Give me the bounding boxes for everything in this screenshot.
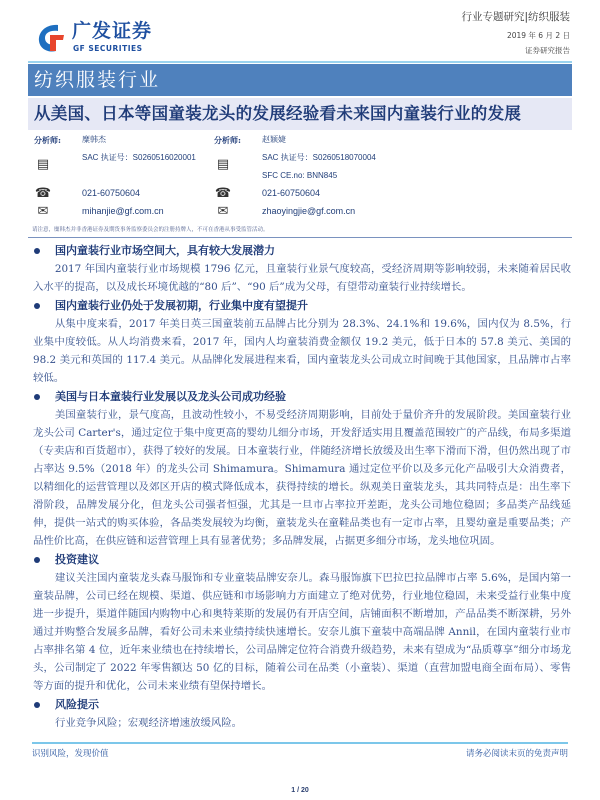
footer-divider [32,742,568,744]
analyst-sfc: SFC CE.no: BNN845 [262,171,338,180]
section-paragraph: 2017 年国内童装行业市场规模 1796 亿元，且童装行业景气度较高，受经济周期等影响较弱，未来随着居民收入水平的提高，以及成长环境优越的“80 后”、“90 后”成为父母，有望带动童装行业持续增长。 [33,263,571,293]
phone-icon: ☎ [214,186,232,201]
section-heading: 国内童装行业仍处于发展初期，行业集中度有望提升 [33,297,571,315]
analyst-name: 赵颖婕 [262,135,286,144]
analyst-phone: 021-60750604 [262,188,321,198]
analyst-disclaimer: 请注意，糜韩杰并非香港证券及期货事务监察委员会的注册持牌人，不可在香港从事受监管活动。 [32,227,269,233]
report-category: 行业专题研究|纺织服装 [461,11,570,23]
analyst-email[interactable]: mihanjie@gf.com.cn [82,206,164,216]
section-paragraph: 美国童装行业，景气度高，且波动性较小，不易受经济周期影响，目前处于量价齐升的发展阶段。美国童装行业龙头公司 Carter's，通过定位于集中度更高的婴幼儿细分市场，开发舒适实用且覆盖范围较广的产品线，布局多渠道（专卖店和百货超市），获得了较好的发展。日本童装行业，伴随经济增长放缓及出生率下滑而下滑，但仍然出现了市占率达 9.5%（2018 年）的龙头公司 Shimamura。Shimamura 通过定位平价以及多元化产品吸引大众消费者，以精细化的运营管理以及郊区开店的模式降低成本，获得持续的增长。纵观美日童装龙头，其共同特点是：出生率下滑阶段，品牌发展分化，但龙头公司强者恒强，尤其是一旦市占率拉开差距，龙头公司地位稳固；多品类产品线延伸，提供一站式的购买体验，各品类发展较为均衡，童装龙头在童鞋品类也有一定市占率，且婴幼童是重要品类；产品性价比高，在供应链和运营管理上具有显著优势；多品牌发展，占据更多细分市场，龙头地位巩固。 [33,409,571,547]
footer-disclaimer-link: 请务必阅读末页的免责声明 [465,749,568,759]
logo-text-cn: 广发证券 [72,20,153,42]
logo-text-en: GF SECURITIES [73,44,143,53]
certificate-icon: ▤ [216,157,230,172]
phone-icon: ☎ [34,186,52,201]
report-title: 从美国、日本等国童装龙头的发展经验看未来国内童装行业的发展 [28,97,572,130]
section-heading: 投资建议 [33,551,571,569]
analyst-name: 糜韩杰 [82,135,106,144]
section-paragraph: 从集中度来看，2017 年美日英三国童装前五品牌占比分别为 28.3%、24.1%和 19.6%，国内仅为 8.5%，行业集中度较低。从人均消费来看，2017 年，国内人均童装消费金额仅 19.2 美元，低于日本的 57.8 美元、美国的 98.2 美元和英国的 117.4 美元。从品牌化发展进程来看，国内童装龙头公司成立时间晚于其他国家，且品牌市占率较低。 [33,318,571,384]
analyst-cert: SAC 执证号：S0260518070004 [262,153,376,162]
analyst-label: 分析师: [34,135,61,145]
page-number: 1 / 20 [291,787,309,794]
section-heading: 国内童装行业市场空间大，具有较大发展潜力 [33,242,571,260]
report-type: 证券研究报告 [525,46,570,55]
section-heading: 美国与日本童装行业发展以及龙头公司成功经验 [33,388,571,406]
report-date: 2019 年 6 月 2 日 [506,31,570,40]
logo-mark-icon [36,22,66,54]
email-icon: ✉ [217,204,229,219]
industry-banner: 纺织服装行业 [28,64,572,96]
header-divider [28,61,572,63]
analyst-label: 分析师: [214,135,241,145]
analyst-email[interactable]: zhaoyingjie@gf.com.cn [262,206,356,216]
gf-securities-logo [36,20,166,56]
section-paragraph: 建议关注国内童装龙头森马服饰和专业童装品牌安奈儿。森马服饰旗下巴拉巴拉品牌市占率 5.6%，是国内第一童装品牌，公司已经在规模、渠道、供应链和市场影响力方面建立了绝对优势，行业地位稳固，未来受益行业集中度进一步提升，渠道伴随国内购物中心和奥特莱斯的发展仍有开店空间，店铺面积不断增加，产品品类不断深耕，另外通过并购整合发展多品牌，看好公司未来业绩持续快速增长。安奈儿旗下童装中高端品牌 Annil，在国内童装行业市占率排名第 4 位，近年来业绩也在持续增长，公司品牌定位符合消费升级趋势，未来有望成为“品质尊享”细分市场龙头，公司制定了 2022 年零售额达 50 亿的目标，随着公司在品类（小童装）、渠道（直营加盟电商全面布局）、零售等方面的提升和优化，公司未来业绩有望保持增长。 [33,572,571,692]
email-icon: ✉ [37,204,49,219]
certificate-icon: ▤ [36,157,50,172]
section-paragraph: 行业竞争风险；宏观经济增速放缓风险。 [55,717,243,729]
analyst-phone: 021-60750604 [82,188,141,198]
summary-content [33,242,571,733]
analyst-cert: SAC 执证号：S0260516020001 [82,153,196,162]
section-heading: 风险提示 [33,696,571,714]
section-divider [28,237,572,238]
footer-slogan: 识别风险，发现价值 [32,749,109,759]
